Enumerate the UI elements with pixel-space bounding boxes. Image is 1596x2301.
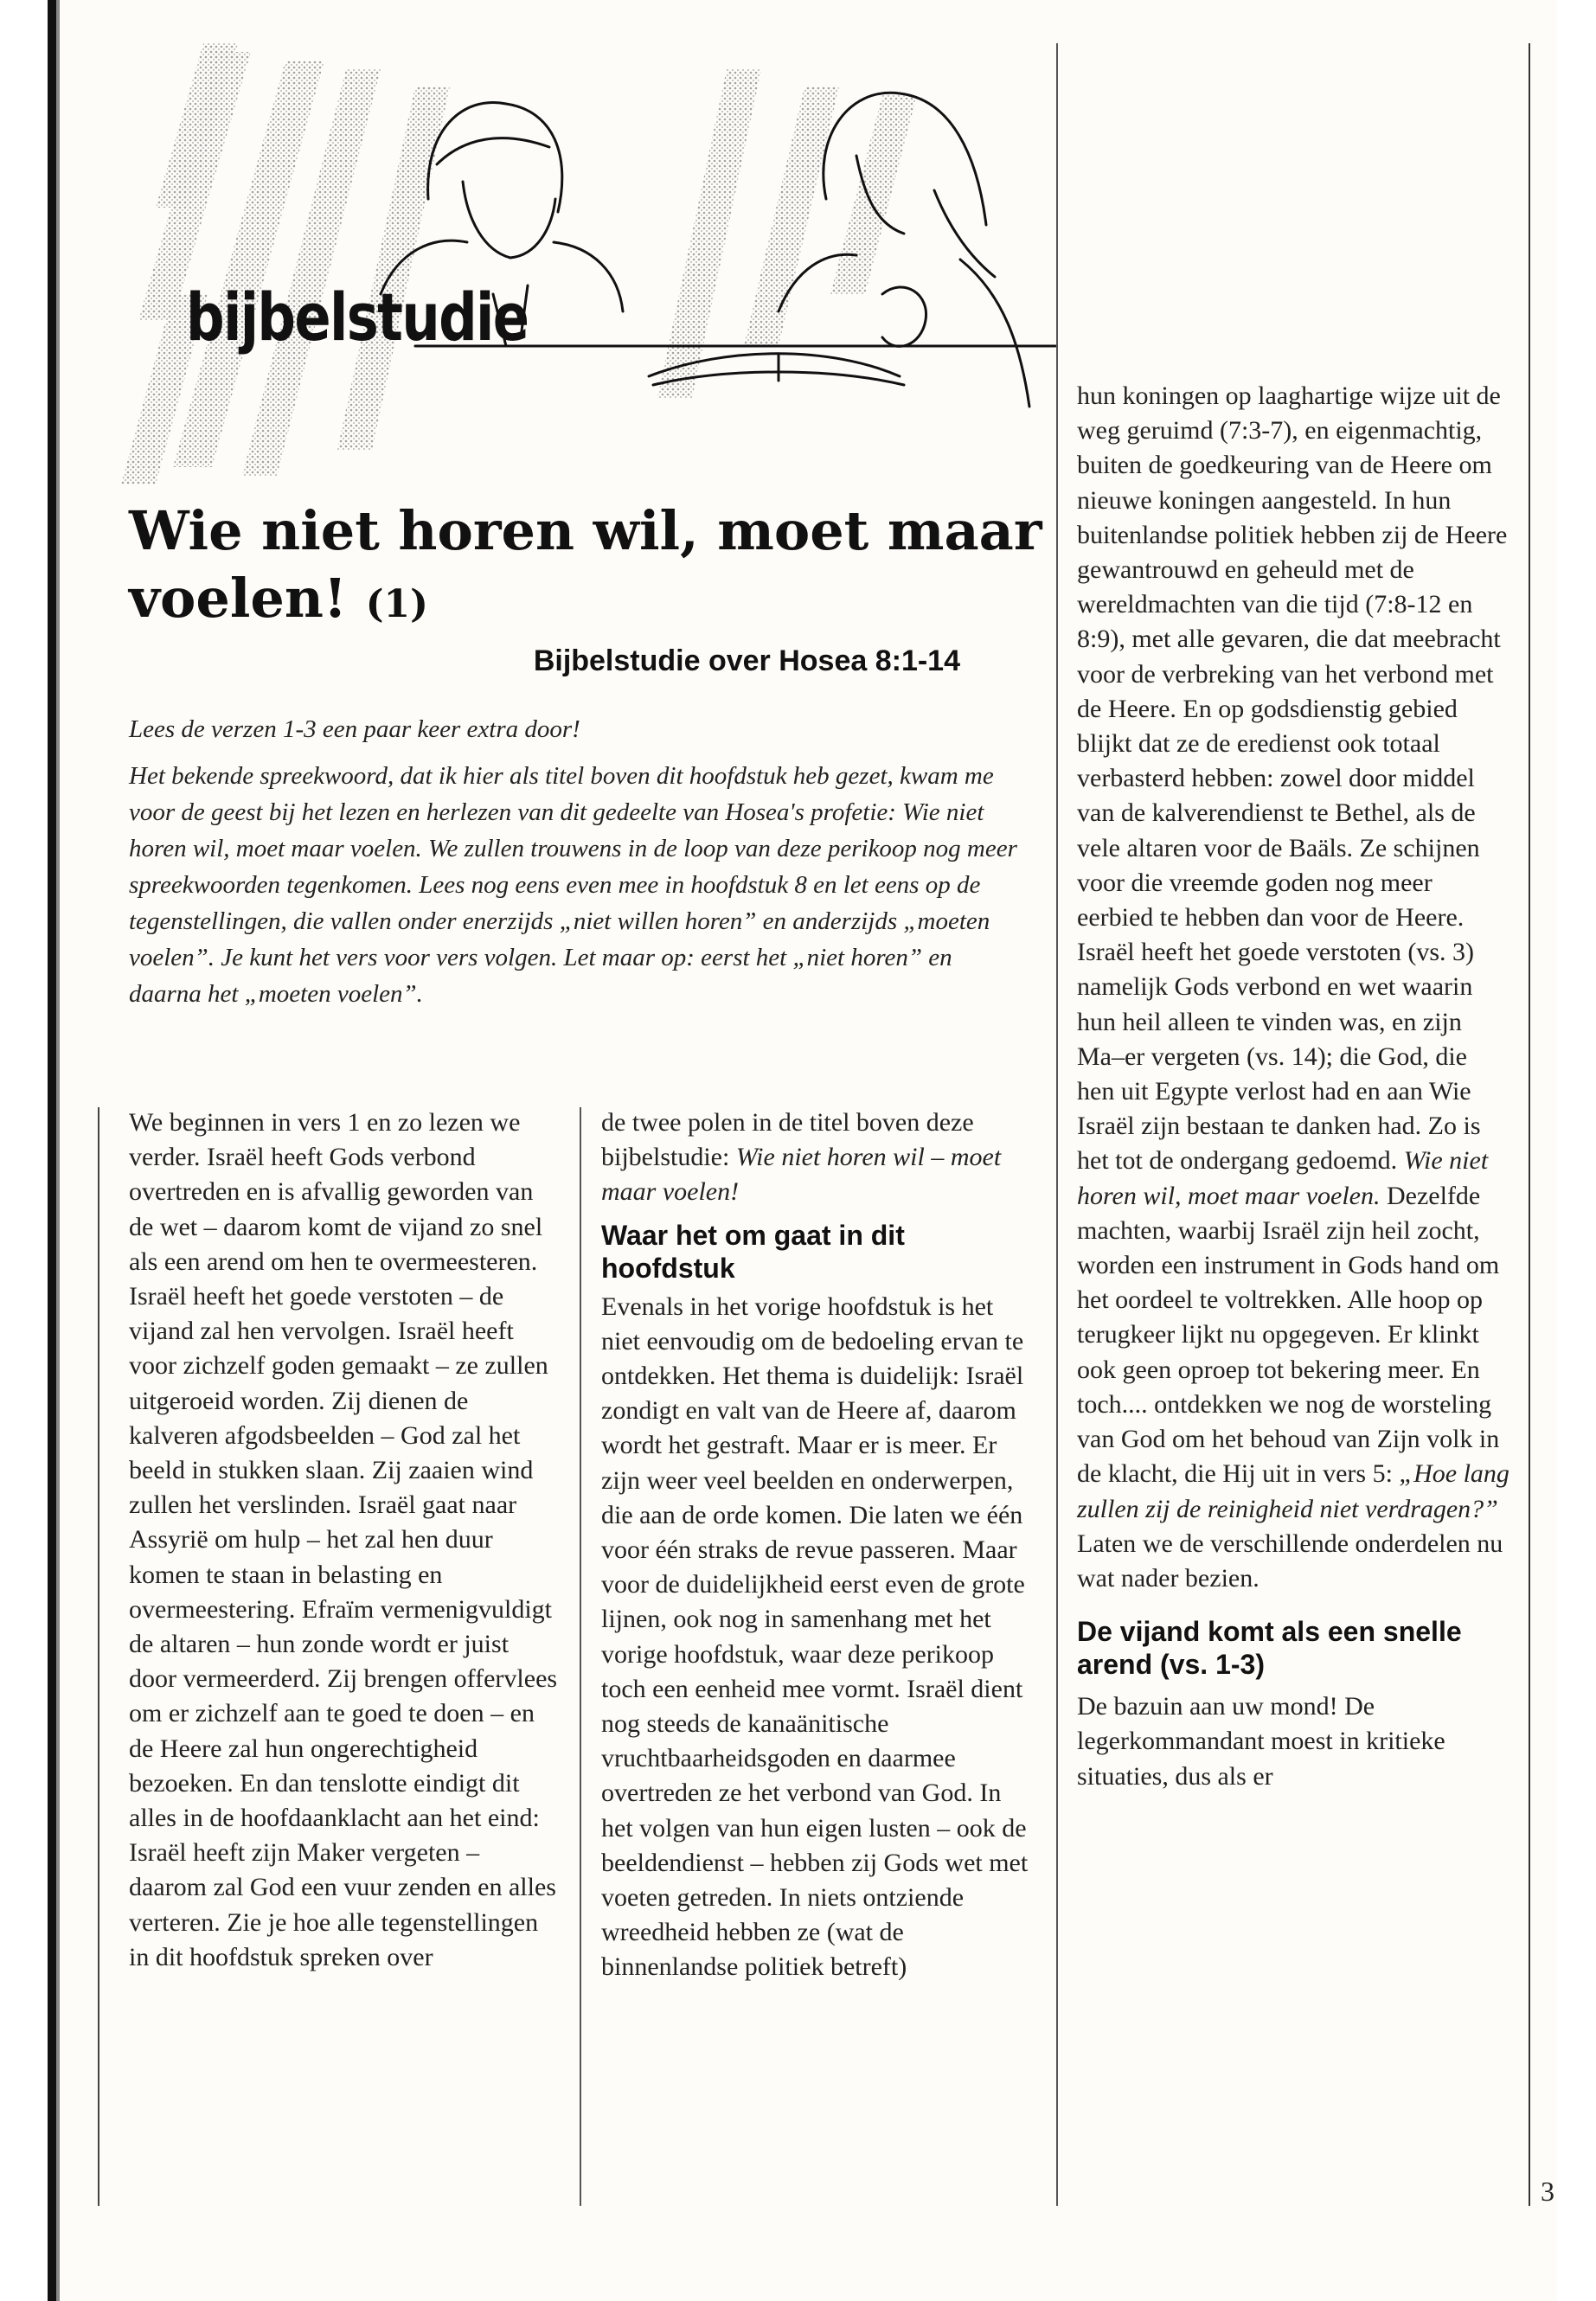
magazine-page [48, 0, 1557, 2301]
section-heading: Waar het om gaat in dit hoofdstuk [601, 1219, 905, 1284]
intro-paragraph: Het bekende spreekwoord, dat ik hier als titel boven dit hoofdstuk heb gezet, kwam me voor de geest bij het lezen en herlezen van dit gedeelte van Hosea's profetie: Wie niet horen wil, moet maar voelen. We zullen trouwens in de loop van deze perikoop nog meer spreekwoorden tegenkomen. Lees nog eens even mee in hoofdstuk 8 en let eens op de tegenstellingen, die vallen onder enerzijds „niet willen horen” en anderzijds „moeten voelen”. Je kunt het vers voor vers volgen. Let maar op: eerst het „niet horen” en daarna het „moeten voelen”. [129, 762, 1017, 1008]
page-spine-edge [56, 0, 60, 2301]
two-people-reading-bible-icon [121, 35, 1073, 484]
article-part-number: (1) [365, 582, 428, 626]
body-paragraph: Evenals in het vorige hoofdstuk is het niet eenvoudig om de bedoeling ervan te ontdekken. Het thema is duidelijk: Israël zondigt en valt van de Heere af, daarom wordt het gestraft. Maar er is meer. Er zijn weer veel beelden en onderwerpen, die aan de orde komen. Die laten we één voor één straks de revue passeren. Maar voor de duidelijkheid eerst even de grote lijnen, ook nog in samenhang met het vorige hoofdstuk, waar deze perikoop toch een eenheid mee vormt. Israël dient nog steeds de kanaänitische vruchtbaarheidsgoden en daarmee overtreden ze het verbond van God. In het volgen van hun eigen lusten – ook de beeldendienst – hebben zij Gods wet met voeten getreden. In niets ontziende wreedheid hebben ze (wat de binnenlandse politiek betreft) [601, 1292, 1029, 1982]
text-column-3 [1077, 379, 1509, 1794]
body-paragraph [601, 1106, 1034, 1210]
article-title [129, 497, 1054, 638]
body-text: hun koningen op laaghartige wijze uit de weg geruimd (7:3-7), en eigenmachtig, buiten de goedkeuring van de Heere om nieuwe koningen aangesteld. In hun buitenlandse politiek hebben zij de Heere gewantrouwd en geheuld met de wereldmachten van die tijd (7:8-12 en 8:9), met alle gevaren, die dat meebracht voor de verbreking van het verbond met de Heere. En op godsdienstig gebied blijkt dat ze de eredienst ook totaal verbasterd hebben: zowel door middel van de kalverendienst te Bethel, als de vele altaren voor de Baäls. Ze schijnen voor die vreemde goden nog meer eerbied te hebben dan voor de Heere. Israël heeft het goede verstoten (vs. 3) namelijk Gods verbond en wet waarin hun heil alleen te vinden was, en zijn Ma–er vergeten (vs. 14); die God, die hen uit Egypte verlost had en aan Wie Israël zijn bestaan te danken had. Zo is het tot de ondergang gedoemd. [1077, 381, 1508, 1176]
intro-paragraph: Lees de verzen 1-3 een paar keer extra door! [129, 715, 580, 743]
body-paragraph [1077, 379, 1509, 1596]
column-rule [98, 1107, 99, 2206]
body-text: Laten we de verschillende onderdelen nu wat nader bezien. [1077, 1529, 1503, 1593]
body-emphasis: Wie niet horen wil, moet maar voelen. [1077, 1146, 1489, 1210]
body-text: de twee polen in de titel boven deze bijbelstudie: [601, 1108, 974, 1172]
page-edge-rule [1529, 43, 1530, 2206]
body-emphasis: „Hoe lang zullen zij de reinigheid niet verdragen?” [1077, 1459, 1509, 1523]
column-rule [580, 1107, 581, 2206]
body-emphasis: Wie niet horen wil – moet maar voelen! [601, 1143, 1002, 1207]
column-rule [1056, 43, 1058, 2206]
page-spine [48, 0, 56, 2301]
body-paragraph: De bazuin aan uw mond! De legerkommandant moest in kritieke situaties, dus als er [1077, 1692, 1445, 1791]
article-title-text: Wie niet horen wil, moet maar voelen! [129, 499, 1042, 630]
section-logo: bijbelstudie [186, 279, 529, 356]
text-column-2 [601, 1106, 1034, 1985]
page-number: 3 [1541, 2176, 1554, 2207]
text-column-1 [129, 1106, 561, 1975]
body-paragraph: We beginnen in vers 1 en zo lezen we verder. Israël heeft Gods verbond overtreden en is afvallig geworden van de wet – daarom komt de vijand zo snel als een arend om hen te overmeesteren. Israël heeft het goede verstoten – de vijand zal hen vervolgen. Israël heeft voor zichzelf goden gemaakt – ze zullen uitgeroeid worden. Zij dienen de kalveren afgodsbeelden – God zal het beeld in stukken slaan. Zij zaaien wind zullen het verslinden. Israël gaat naar Assyrië om hulp – het zal hen duur komen te staan in belasting en overmeestering. Efraïm vermenigvuldigt de altaren – hun zonde wordt er juist door vermeerderd. Zij brengen offervlees om er zichzelf aan te goed te doen – en de Heere zal hun ongerechtigheid bezoeken. En dan tenslotte eindigt dit alles in de hoofdaanklacht aan het eind: Israël heeft zijn Maker vergeten – daarom zal God een vuur zenden en alles verteren. Zie je hoe alle tegenstellingen in dit hoofdstuk spreken over [129, 1108, 558, 1971]
article-subtitle: Bijbelstudie over Hosea 8:1-14 [533, 644, 960, 677]
section-heading: De vijand komt als een snelle arend (vs. 1-3) [1077, 1616, 1462, 1681]
article-intro [129, 711, 1029, 1022]
body-text: Dezelfde machten, waarbij Israël zijn heil zocht, worden een instrument in Gods hand om het oordeel te voltrekken. Alle hoop op terugkeer lijkt nu opgegeven. Er klinkt ook geen oproep tot bekering meer. En toch.... ontdekken we nog de worsteling van God om het behoud van Zijn volk in de klacht, die Hij uit in vers 5: [1077, 1181, 1500, 1489]
